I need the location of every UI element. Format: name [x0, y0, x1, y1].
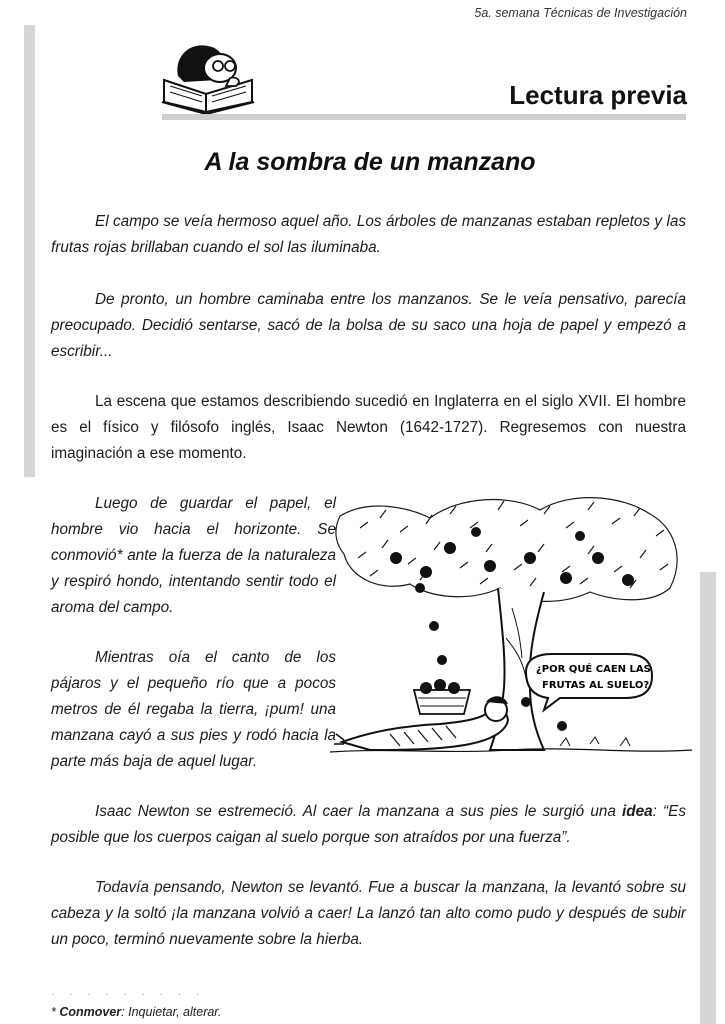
paragraph-3: La escena que estamos describiendo sucedió en Inglaterra en el siglo XVII. El hombre es el físico y filósofo inglés, Isaac Newton (1642-1727). Regresemos con nuestra imaginación a ese momento. [51, 393, 686, 462]
left-margin-bar [24, 25, 35, 477]
paragraph-2: De pronto, un hombre caminaba entre los manzanos. Se le veía pensativo, parecía preocupado. Decidió sentarse, sacó de la bolsa de su saco una hoja de papel y empezó a escribir... [51, 291, 686, 360]
story-title: A la sombra de un manzano [204, 148, 536, 176]
paragraph-7: Todavía pensando, Newton se levantó. Fue a buscar la manzana, la levantó sobre su cabeza y la soltó ¡la manzana volvió a caer! La lanzó tan alto como pudo y después de subir un poco, terminó nuevamente sobre la hierba. [51, 879, 686, 948]
speech-bubble-line-2: FRUTAS AL SUELO? [542, 680, 650, 691]
paragraph-6-quote: : “Es posible que los cuerpos caigan al suelo porque son atraídos por una fuerza”. [51, 803, 686, 846]
paragraph-6 [51, 799, 686, 851]
section-title: Lectura previa [509, 80, 687, 110]
right-margin-bar [700, 572, 716, 1024]
paragraph-5: Mientras oía el canto de los pájaros y el pequeño río que a pocos metros de él regaba la tierra, ¡pum! una manzana cayó a sus pies y rodó hacia la parte más baja de aquel lugar. [51, 649, 336, 770]
footnote [51, 1005, 221, 1019]
course-week-label: 5a. semana Técnicas de Investigación [474, 6, 687, 20]
newton-apple-tree-illustration [330, 488, 692, 770]
speech-bubble-line-1: ¿POR QUÉ CAEN LAS [536, 664, 651, 675]
section-divider [162, 114, 686, 120]
paragraph-6-text: Isaac Newton se estremeció. Al caer la manzana a sus pies le surgió una [95, 803, 623, 820]
reader-with-book-icon [160, 36, 256, 114]
paragraph-1: El campo se veía hermoso aquel año. Los árboles de manzanas estaban repletos y las frutas rojas brillaban cuando el sol las iluminaba. [51, 213, 686, 256]
footnote-marker: * [51, 1005, 56, 1019]
idea-emphasis: idea [622, 803, 653, 820]
footnote-term: Conmover [59, 1005, 122, 1019]
footnote-separator: · · · · · · · · · [51, 989, 206, 1000]
footnote-definition: : Inquietar, alterar. [121, 1005, 222, 1019]
paragraph-4: Luego de guardar el papel, el hombre vio hacia el horizonte. Se conmovió* ante la fuerza de la naturaleza y respiró hondo, intentando sentir todo el aroma del campo. [51, 495, 336, 616]
